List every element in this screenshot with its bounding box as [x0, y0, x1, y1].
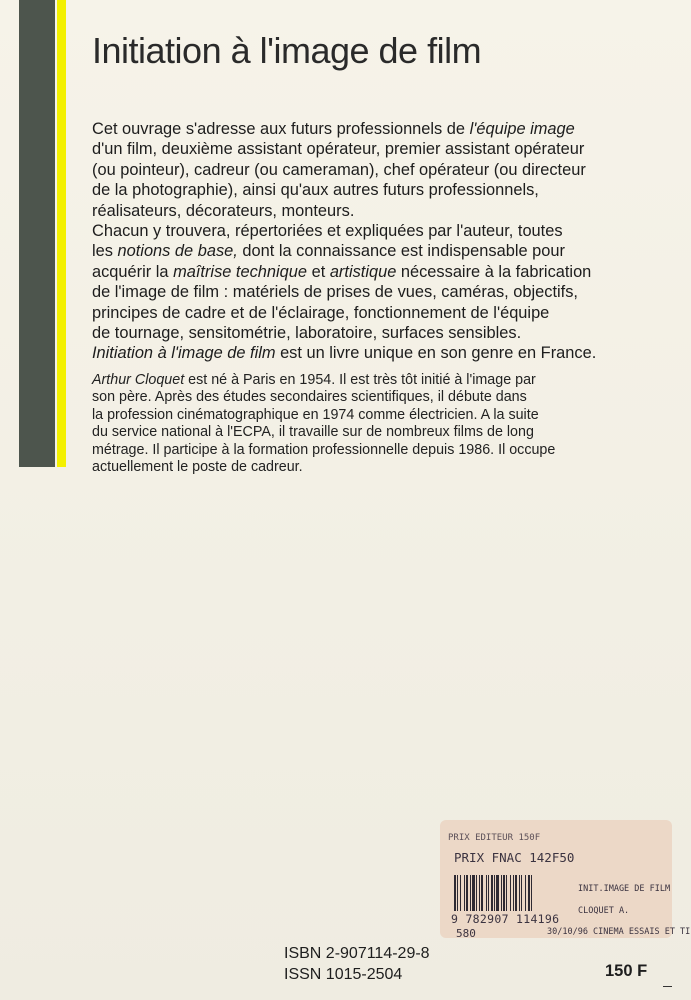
sticker-title: INIT.IMAGE DE FILM	[578, 884, 671, 894]
sticker-date-section: 30/10/96 CINEMA ESSAIS ET TI	[547, 927, 691, 937]
italic-text: artistique	[329, 262, 397, 281]
text-line	[92, 459, 632, 476]
text-line	[92, 407, 632, 424]
text-line	[92, 323, 652, 343]
italic-text: Arthur Cloquet	[92, 372, 185, 388]
text-run: de la photographie), ainsi qu'aux autres futurs professionnels,	[92, 181, 539, 200]
italic-text: notions de base,	[117, 242, 238, 261]
text-run: du service national à l'ECPA, il travaille sur de nombreux films de long	[92, 424, 534, 441]
editor-price: PRIX EDITEUR 150F	[448, 833, 541, 843]
text-run: dont la connaissance est indispensable pour	[237, 242, 565, 261]
text-run: acquérir la	[92, 262, 174, 281]
text-run: nécessaire à la fabrication	[396, 262, 592, 281]
text-run: (ou pointeur), cadreur (ou cameraman), chef opérateur (ou directeur	[92, 160, 586, 179]
book-title: Initiation à l'image de film	[92, 30, 482, 71]
text-line	[92, 160, 652, 180]
text-run: est né à Paris en 1954. Il est très tôt initié à l'image par	[184, 372, 536, 388]
text-line	[92, 201, 652, 221]
italic-text: Initiation à l'image de film	[92, 344, 276, 363]
isbn-number: ISBN 2-907114-29-8	[284, 945, 430, 962]
price-sticker	[440, 820, 691, 940]
sticker-author: CLOQUET A.	[578, 906, 630, 916]
text-run: métrage. Il participe à la formation professionnelle depuis 1986. Il occupe	[92, 441, 556, 458]
italic-text: l'équipe image	[469, 120, 575, 138]
text-line	[92, 262, 652, 282]
text-run: la profession cinématographique en 1974 comme électricien. A la suite	[92, 406, 539, 423]
text-line	[92, 241, 652, 261]
text-run: d'un film, deuxième assistant opérateur, premier assistant opérateur	[92, 140, 585, 159]
barcode-number: 9 782907 114196	[451, 912, 560, 926]
text-line	[92, 343, 652, 363]
fnac-price: PRIX FNAC 142F50	[454, 850, 575, 865]
mark-dash	[663, 986, 672, 987]
cover-price: 150 F	[605, 962, 648, 980]
book-description	[92, 119, 652, 364]
isbn-block	[284, 943, 430, 985]
text-run: Cet ouvrage s'adresse aux futurs professionnels de	[92, 120, 470, 138]
italic-text: maîtrise technique	[173, 262, 308, 281]
text-run: principes de cadre et de l'éclairage, fonctionnement de l'équipe	[92, 303, 550, 322]
sticker-code: 580	[456, 927, 476, 940]
text-run: de tournage, sensitométrie, laboratoire, surfaces sensibles.	[92, 324, 522, 343]
text-line	[92, 389, 632, 406]
text-line	[92, 119, 652, 139]
text-run: est un livre unique en son genre en France.	[275, 344, 597, 363]
gray-stripe	[19, 0, 55, 467]
text-line	[92, 303, 652, 323]
text-line	[92, 221, 652, 241]
yellow-stripe	[57, 0, 66, 467]
text-line	[92, 180, 652, 200]
issn-number: ISSN 1015-2504	[284, 966, 403, 983]
text-run: les	[92, 242, 118, 261]
text-line	[92, 139, 652, 159]
text-run: son père. Après des études secondaires scientifiques, il débute dans	[92, 389, 527, 406]
text-line	[92, 442, 632, 459]
author-biography	[92, 372, 632, 476]
barcode-icon	[453, 875, 573, 911]
text-line	[92, 372, 632, 389]
text-run: de l'image de film : matériels de prises de vues, caméras, objectifs,	[92, 283, 578, 302]
text-run: actuellement le poste de cadreur.	[92, 459, 303, 476]
text-run: réalisateurs, décorateurs, monteurs.	[92, 201, 355, 220]
text-line	[92, 282, 652, 302]
text-line	[92, 424, 632, 441]
text-run: Chacun y trouvera, répertoriées et expliquées par l'auteur, toutes	[92, 222, 563, 241]
text-run: et	[307, 262, 330, 281]
